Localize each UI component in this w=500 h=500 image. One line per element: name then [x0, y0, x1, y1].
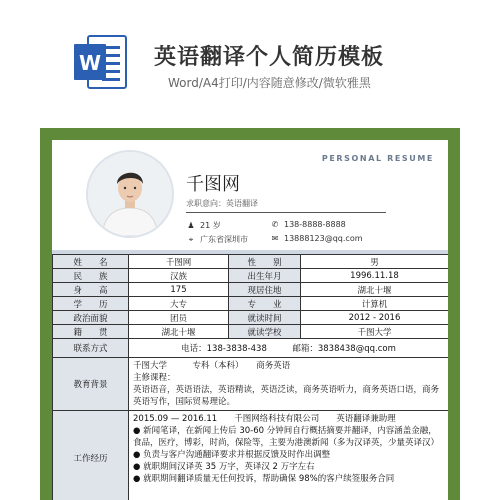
email-info [270, 234, 363, 243]
table-cell: 就读时间 [229, 311, 301, 325]
table-row [53, 297, 449, 311]
table-cell: 现居住地 [229, 283, 301, 297]
phone-icon: ✆ [271, 220, 279, 229]
age-text: 21 岁 [200, 221, 221, 230]
location-icon: ⌖ [188, 235, 194, 244]
table-cell: 团员 [129, 311, 229, 325]
work-label: 工作经历 [53, 411, 129, 500]
table-row [53, 283, 449, 297]
table-row [53, 269, 449, 283]
phone-text: 138-8888-8888 [284, 220, 346, 229]
table-cell: 专 业 [229, 297, 301, 311]
person-photo-icon [88, 152, 172, 236]
work-row [53, 411, 449, 500]
age-info [186, 220, 221, 231]
divider [186, 212, 386, 213]
table-row [53, 325, 449, 339]
location-info [186, 234, 248, 245]
page-title: 英语翻译个人简历模板 [154, 45, 385, 70]
education-courses: 英语语音，英语语法，英语精读，英语泛读，商务英语听力，商务英语口语，商务英语写作，国际贸易理论。 [133, 385, 440, 407]
phone-info [270, 220, 346, 229]
table-cell: 民 族 [53, 269, 129, 283]
email-icon: ✉ [271, 234, 279, 243]
work-bullet: ● 新闻笔译，在新闻上传后 30-60 分钟间自行概括摘要并翻译，内容涵盖金融，食品，医疗，博彩，时尚，保险等，主要为港澳新闻（多为汉译英，少量英译汉） [133, 426, 440, 448]
table-cell: 2012 - 2016 [301, 311, 449, 325]
table-cell: 学 历 [53, 297, 129, 311]
page-subtitle: Word/A4打印/内容随意修改/微软雅黑 [168, 76, 371, 90]
candidate-name: 千图网 [186, 174, 240, 195]
job-intent: 求职意向：英语翻译 [186, 199, 258, 208]
education-courses-title: 主修课程： [133, 373, 176, 383]
person-icon: ♟ [187, 221, 195, 230]
table-cell: 千图大学 [301, 325, 449, 339]
table-cell: 1996.11.18 [301, 269, 449, 283]
education-school-line: 千图大学 专科（本科） 商务英语 [133, 361, 291, 371]
table-cell: 身 高 [53, 283, 129, 297]
table-cell: 性 别 [229, 255, 301, 269]
email-text: 13888123@qq.com [284, 234, 363, 243]
table-row [53, 311, 449, 325]
work-header-line: 2015.09 — 2016.11 千图网络科技有限公司 英语翻译兼助理 [133, 414, 396, 424]
table-cell: 姓 名 [53, 255, 129, 269]
table-cell: 政治面貌 [53, 311, 129, 325]
table-cell: 175 [129, 283, 229, 297]
avatar [86, 150, 174, 238]
table-cell: 大专 [129, 297, 229, 311]
work-bullet: ● 就职期间汉译英 35 万字，英译汉 2 万字左右 [133, 462, 315, 472]
table-cell: 湖北十堰 [301, 283, 449, 297]
table-row [53, 255, 449, 269]
word-document-icon [72, 34, 128, 90]
personal-resume-badge: PERSONAL RESUME [321, 154, 434, 163]
contact-value: 电话：138-3838-438 邮箱：3838438@qq.com [129, 339, 449, 358]
table-cell: 出生年月 [229, 269, 301, 283]
table-cell: 湖北十堰 [129, 325, 229, 339]
table-cell: 就读学校 [229, 325, 301, 339]
table-cell: 千图网 [129, 255, 229, 269]
education-label: 教育背景 [53, 358, 129, 411]
education-row [53, 358, 449, 411]
resume-table [52, 254, 448, 500]
svg-text:W: W [78, 51, 102, 75]
table-cell: 汉族 [129, 269, 229, 283]
work-bullet: ● 就职期间翻译质量无任何投诉，帮助确保 98%的客户续签服务合同 [133, 474, 395, 484]
work-bullet: ● 负责与客户沟通翻译要求并根据反馈及时作出调整 [133, 450, 331, 460]
resume-header [52, 140, 448, 250]
contact-label: 联系方式 [53, 339, 129, 358]
table-cell: 籍 贯 [53, 325, 129, 339]
contact-row [53, 339, 449, 358]
resume-preview [52, 140, 448, 500]
education-content [129, 358, 449, 411]
location-text: 广东省深圳市 [200, 235, 248, 244]
work-content [129, 411, 449, 500]
table-cell: 计算机 [301, 297, 449, 311]
table-cell: 男 [301, 255, 449, 269]
